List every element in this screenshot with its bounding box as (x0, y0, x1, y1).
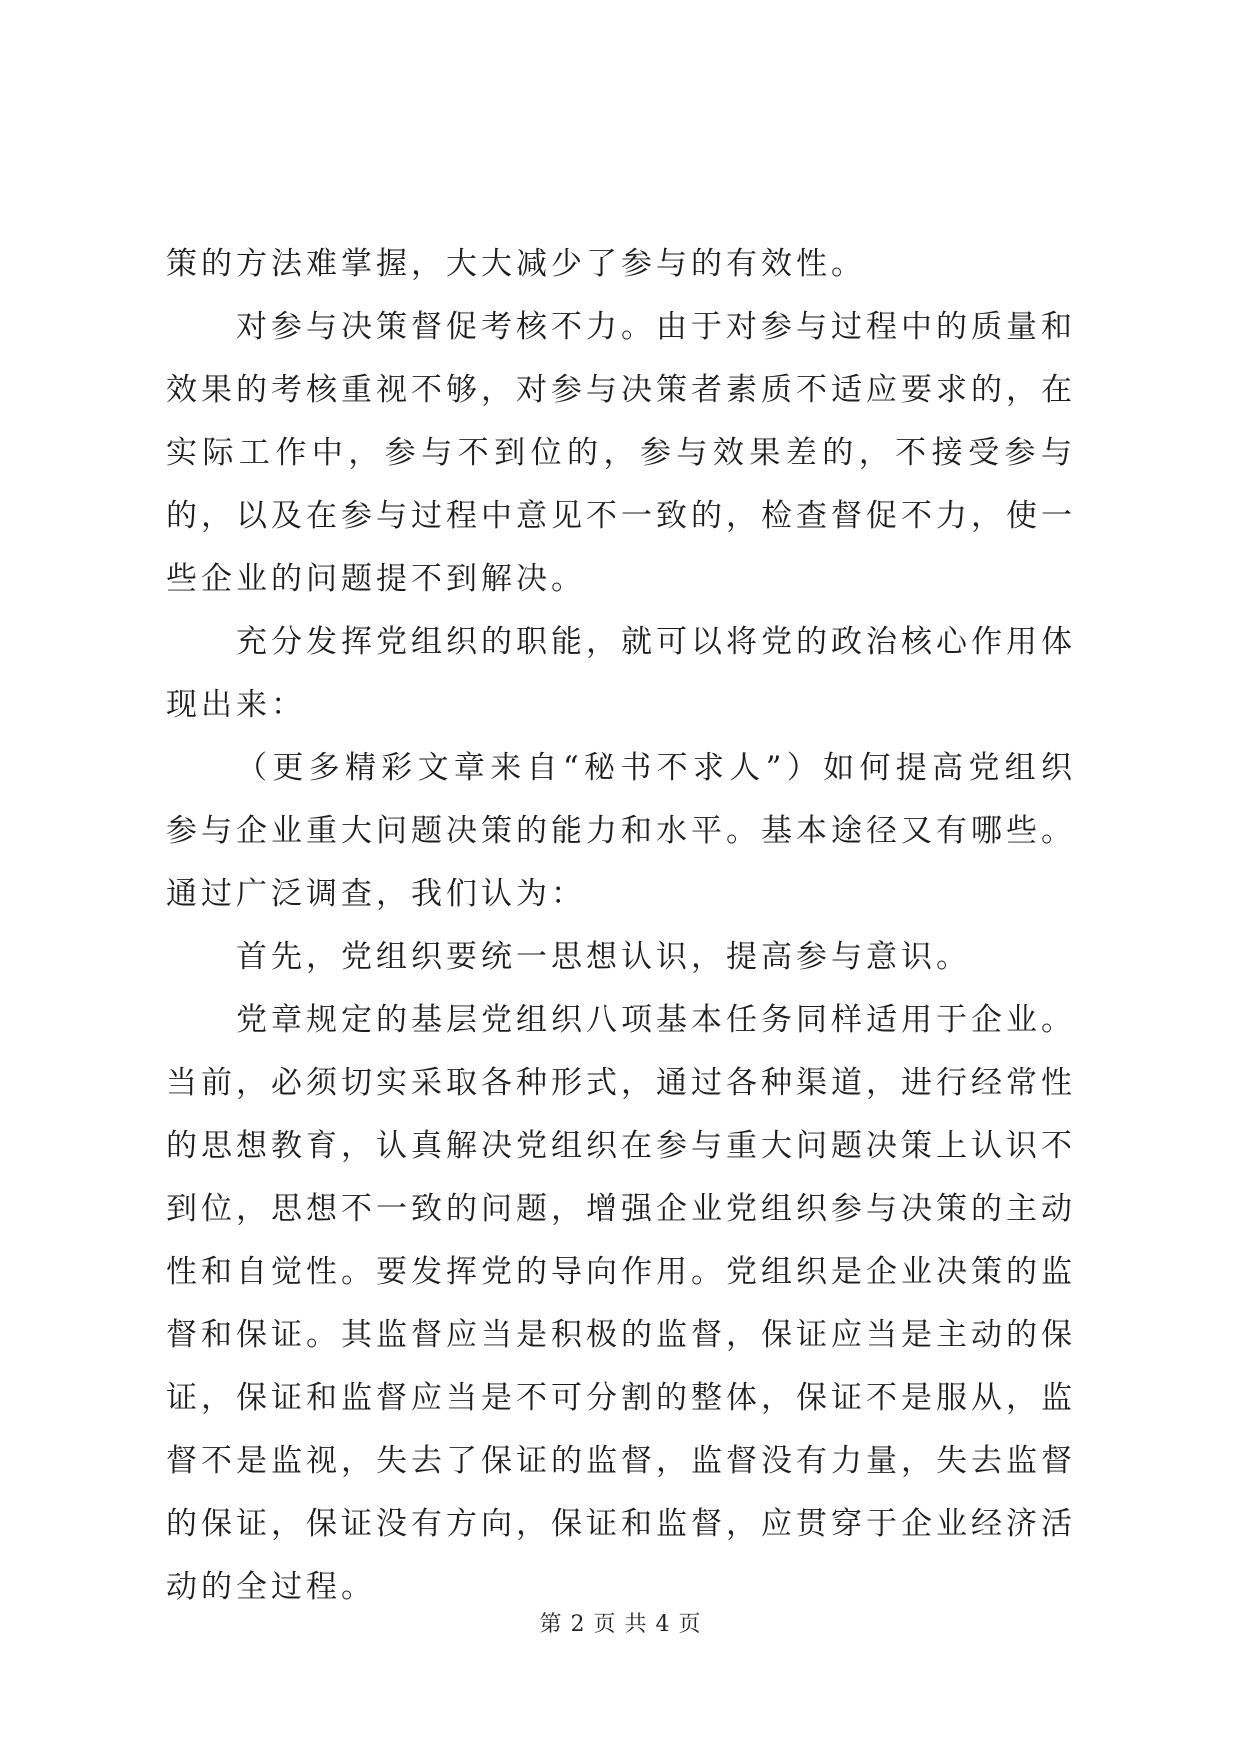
paragraph-assessment: 对参与决策督促考核不力。由于对参与过程中的质量和效果的考核重视不够，对参与决策者素质不适应要求的，在实际工作中，参与不到位的，参与效果差的，不接受参与的，以及在参与过程中意见不一致的，检查督促不力，使一些企业的问题提不到解决。 (166, 309, 1076, 597)
paragraph-party-charter: 党章规定的基层党组织八项基本任务同样适用于企业。当前，必须切实采取各种形式，通过各种渠道，进行经常性的思想教育，认真解决党组织在参与重大问题决策上认识不到位，思想不一致的问题，增强企业党组织参与决策的主动性和自觉性。要发挥党的导向作用。党组织是企业决策的监督和保证。其监督应当是积极的监督，保证应当是主动的保证，保证和监督应当是不可分割的整体，保证不是服从，监督不是监视，失去了保证的监督，监督没有力量，失去监督的保证，保证没有方向，保证和监督，应贯穿于企业经济活动的全过程。 (166, 1002, 1076, 1605)
paragraph-continuation: 策的方法难掌握，大大减少了参与的有效性。 (166, 246, 866, 282)
paragraph-question: （更多精彩文章来自“秘书不求人”）如何提高党组织参与企业重大问题决策的能力和水平。基本途径又有哪些。通过广泛调查，我们认为： (166, 750, 1076, 912)
document-body (166, 233, 1076, 1619)
paragraph-first-point: 首先，党组织要统一思想认识，提高参与意识。 (236, 939, 971, 975)
page-number-footer: 第 2 页 共 4 页 (539, 1612, 702, 1637)
paragraph-party-function: 充分发挥党组织的职能，就可以将党的政治核心作用体现出来： (166, 624, 1076, 723)
